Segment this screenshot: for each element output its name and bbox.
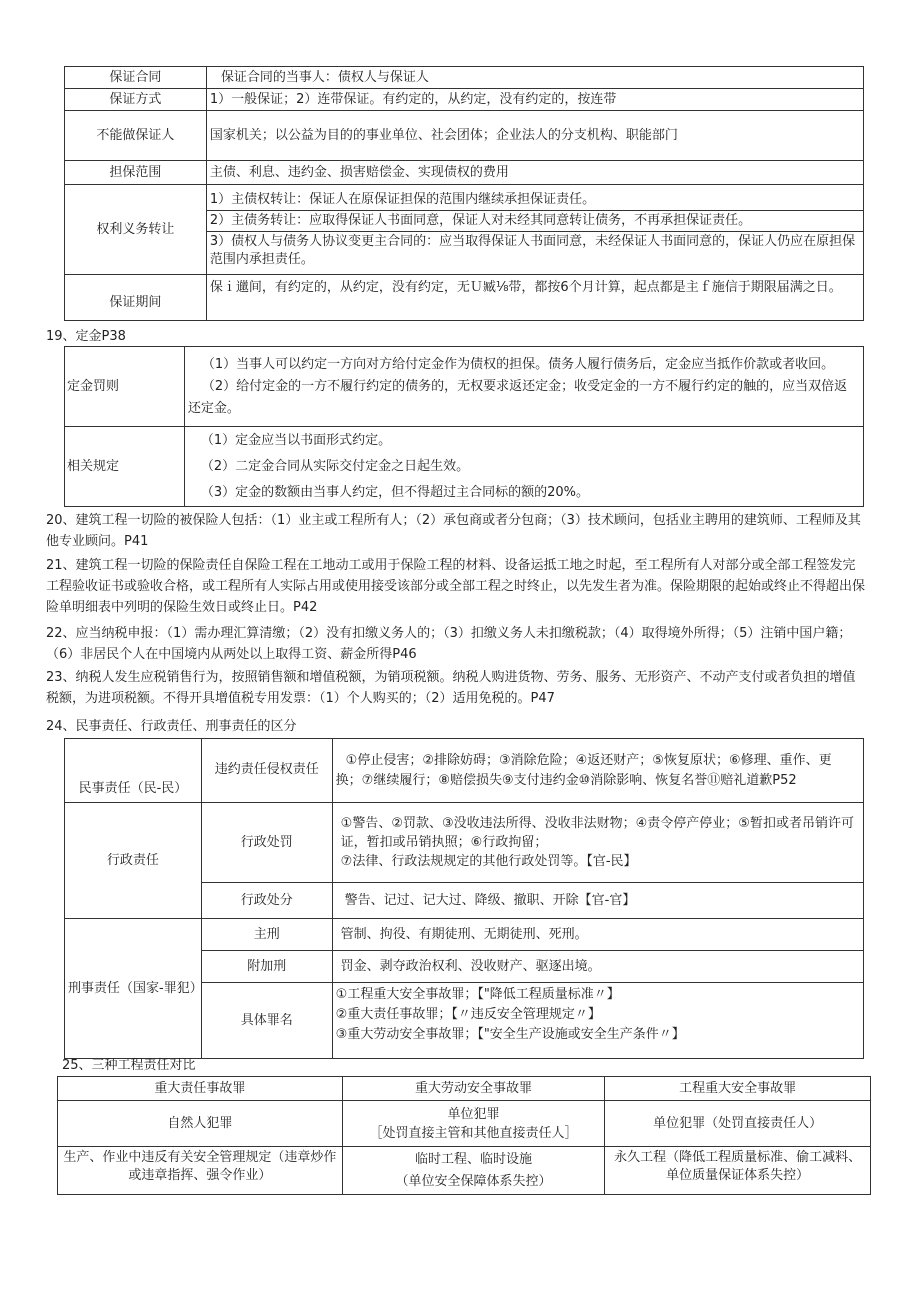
table-cell-sub: 主刑 xyxy=(201,919,332,951)
transfer-line: 2）主债务转让：应取得保证人书面同意，保证人对未经其同意转让债务，不再承担保证责任。 xyxy=(207,211,863,232)
table-cell-label: 保证期间 xyxy=(65,275,207,321)
column-header: 重大劳动安全事故罪 xyxy=(342,1077,605,1101)
column-header: 重大责任事故罪 xyxy=(58,1077,343,1101)
table-cell: 主债、利息、违约金、损害赔偿金、实现债权的费用 xyxy=(206,161,863,185)
table-cell-label: 行政责任 xyxy=(65,803,202,919)
section-heading-24: 24、民事责任、行政责任、刑事责任的区分 xyxy=(46,719,297,734)
deposit-line: （1）定金应当以书面形式约定。 xyxy=(200,432,392,448)
table-cell xyxy=(184,427,863,507)
civil-line: 换；⑦继续履行；⑧赔偿损失⑨支付违约金⑩消除影响、恢复名誉⑪赔礼道歉P52 xyxy=(335,772,797,788)
table-cell xyxy=(332,983,863,1059)
table-cell xyxy=(184,347,863,427)
section-heading-25: 25、三种工程责任对比 xyxy=(62,1058,196,1073)
table-cell xyxy=(342,1147,605,1195)
cell-line: （单位安全保障体系失控） xyxy=(395,1173,552,1189)
transfer-line: 1）主债权转让：保证人在原保证担保的范围内继续承担保证责任。 xyxy=(207,190,863,211)
admin-penalty-line: ①警告、②罚款、③没收违法所得、没收非法财物；④责令停产停业；⑤暂扣或者吊销许可 xyxy=(340,816,854,831)
table-cell-sub: 行政处罚 xyxy=(201,803,332,883)
table-cell: 保ｉ邋间，有约定的，从约定，没有约定，无Ｕ臧⅛带，都按6个月计算，起点都是主ｆ施信于期限届满之日。 xyxy=(206,275,863,321)
table-cell-sub: 具体罪名 xyxy=(201,983,332,1059)
column-header: 工程重大安全事故罪 xyxy=(605,1077,871,1101)
table-cell-label: 定金罚则 xyxy=(65,347,185,427)
table-cell-sub: 违约责任侵权责任 xyxy=(201,739,332,803)
crime-line: ①工程重大安全事故罪；【"降低工程质量标准〃】 xyxy=(335,987,620,1002)
table-cell-label: 权利义务转让 xyxy=(65,185,207,275)
table-cell: 生产、作业中违反有关安全管理规定（违章炒作或违章指挥、强令作业） xyxy=(58,1147,343,1195)
crime-line: ②重大责任事故罪；【〃违反安全管理规定〃】 xyxy=(335,1007,601,1022)
table-cell-label: 保证方式 xyxy=(65,89,207,111)
table-cell-sub: 附加刑 xyxy=(201,951,332,983)
paragraph-20: 20、建筑工程一切险的被保险人包括：（1）业主或工程所有人；（2）承包商或者分包商；（3）技术顾问，包括业主聘用的建筑师、工程师及其他专业顾问。P41 xyxy=(46,513,861,549)
table-cell xyxy=(342,1101,605,1147)
table-cell-sub: 行政处分 xyxy=(201,883,332,919)
table-cell: 罚金、剥夺政治权利、没收财产、驱逐出境。 xyxy=(332,951,863,983)
table-cell: 管制、拘役、有期徒刑、无期徒刑、死刑。 xyxy=(332,919,863,951)
crime-line: ③重大劳动安全事故罪；【"安全生产设施或安全生产条件〃】 xyxy=(335,1027,685,1042)
paragraph-23: 23、纳税人发生应税销售行为，按照销售额和增值税额，为销项税额。纳税人购进货物、劳务、服务、无形资产、不动产支付或者负担的增值税额，为进项税额。不得开具增值税专用发票：（1）个人购买的；（2）适用免税的。P47 xyxy=(46,670,856,706)
table-cell-label: 保证合同 xyxy=(65,67,207,89)
cell-line: 单位犯罪 xyxy=(447,1106,500,1122)
table-cell: 1）一般保证；2）连带保证。有约定的，从约定，没有约定的，按连带 xyxy=(206,89,863,111)
paragraph-22: 22、应当纳税申报：（1）需办理汇算清缴；（2）没有扣缴义务人的；（3）扣缴义务人未扣缴税款；（4）取得境外所得；（5）注销中国户籍；（6）非居民个人在中国境内从两处以上取得工资、薪金所得P46 xyxy=(46,626,852,662)
table-cell xyxy=(332,739,863,803)
table-cell-label: 不能做保证人 xyxy=(65,111,207,161)
table-cell: 保证合同的当事人：债权人与保证人 xyxy=(206,67,863,89)
guarantee-table xyxy=(64,66,864,321)
civil-line: ①停止侵害；②排除妨碍；③消除危险；④返还财产；⑤恢复原状；⑥修理、重作、更 xyxy=(345,752,832,768)
table-cell-label: 担保范围 xyxy=(65,161,207,185)
section-heading-19: 19、定金P38 xyxy=(46,329,126,344)
admin-penalty-line: 证，暂扣或吊销执照；⑥行政拘留； xyxy=(340,835,548,850)
table-cell: 警告、记过、记大过、降级、撤职、开除【官-官】 xyxy=(332,883,863,919)
table-cell-label: 民事责任（民-民） xyxy=(65,739,202,803)
table-cell: 永久工程（降低工程质量标准、偷工减料、单位质量保证体系失控） xyxy=(605,1147,871,1195)
cell-line: ［处罚直接主管和其他直接责任人］ xyxy=(369,1125,578,1141)
table-cell-label: 刑事责任（国家-罪犯） xyxy=(65,919,202,1059)
deposit-table xyxy=(64,346,864,507)
table-cell: 国家机关；以公益为目的的事业单位、社会团体；企业法人的分支机构、职能部门 xyxy=(206,111,863,161)
paragraph-21: 21、建筑工程一切险的保险责任自保险工程在工地动工或用于保险工程的材料、设备运抵工地之时起，至工程所有人对部分或全部工程签发完工程验收证书或验收合格，或工程所有人实际占用或使用接受该部分或全部工程之时终止，以先发生者为准。保险期限的起始或终止不得超出保险单明细表中列明的保险生效日或终止日。P42 xyxy=(46,558,866,615)
comparison-table xyxy=(57,1076,871,1195)
liability-table xyxy=(64,738,864,1059)
table-cell: 自然人犯罪 xyxy=(58,1101,343,1147)
admin-penalty-line: ⑦法律、行政法规规定的其他行政处罚等。【官-民】 xyxy=(340,854,637,869)
table-cell xyxy=(206,185,863,275)
deposit-line: （2）给付定金的一方不履行约定的债务的，无权要求返还定金；收受定金的一方不履行约定的触的，应当双倍返还定金。 xyxy=(187,378,848,416)
table-cell-label: 相关规定 xyxy=(65,427,185,507)
deposit-line: （1）当事人可以约定一方向对方给付定金作为债权的担保。债务人履行债务后，定金应当抵作价款或者收回。 xyxy=(201,356,835,372)
deposit-line: （2）二定金合同从实际交付定金之日起生效。 xyxy=(200,458,470,474)
table-cell xyxy=(332,803,863,883)
deposit-line: （3）定金的数额由当事人约定，但不得超过主合同标的额的20%。 xyxy=(200,484,590,500)
transfer-line: 3）债权人与债务人协议变更主合同的：应当取得保证人书面同意，未经保证人书面同意的，保证人仍应在原担保范围内承担责任。 xyxy=(209,233,856,267)
cell-line: 临时工程、临时设施 xyxy=(414,1151,532,1167)
table-cell: 单位犯罪（处罚直接责任人） xyxy=(605,1101,871,1147)
